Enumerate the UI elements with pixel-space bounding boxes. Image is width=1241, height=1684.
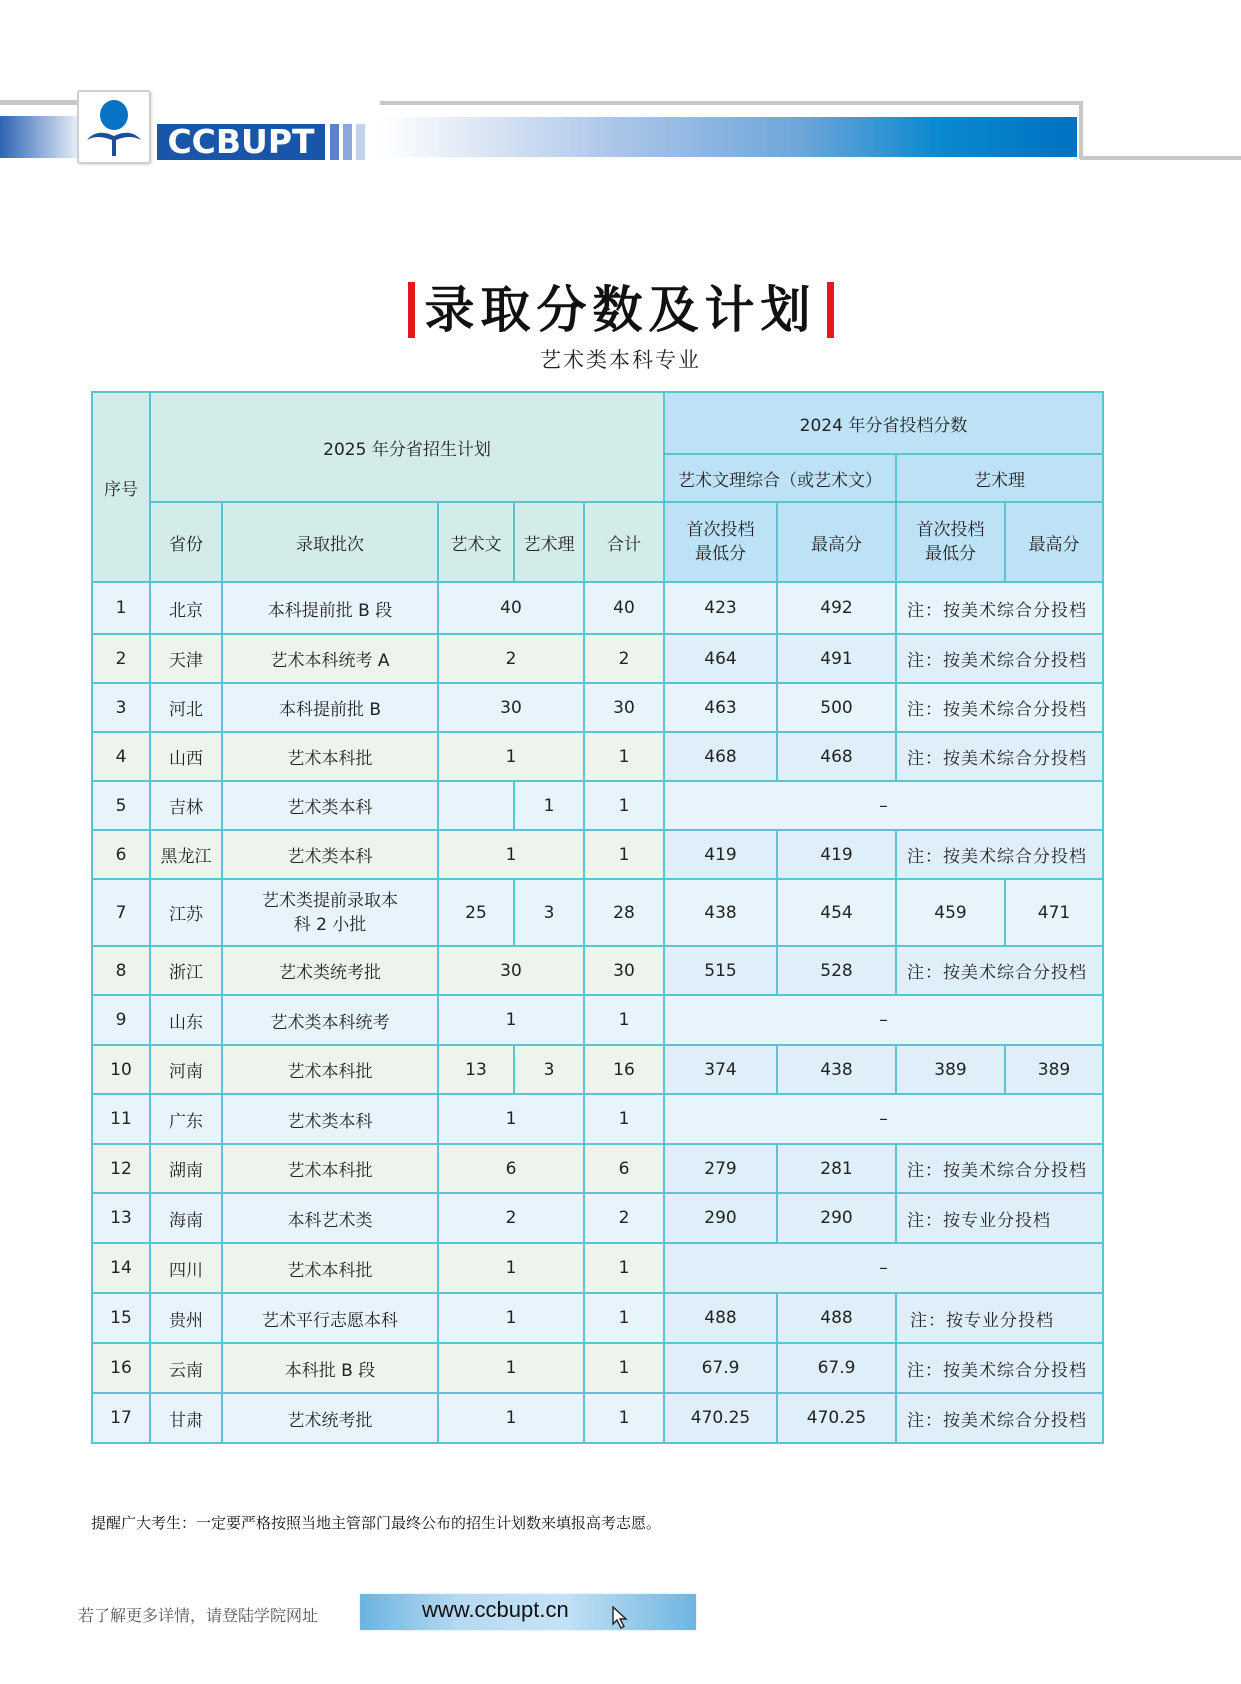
header-line-left <box>0 100 80 105</box>
table-row <box>92 634 1103 683</box>
table-row <box>92 732 1103 781</box>
cell-scores-none: – <box>664 781 1103 830</box>
cell-sci: 3 <box>514 1045 584 1094</box>
cell-province: 吉林 <box>150 781 222 830</box>
cell-province: 湖南 <box>150 1144 222 1193</box>
cell-total: 1 <box>584 1094 664 1144</box>
cell-arts-merged: 1 <box>438 830 584 879</box>
mouse-pointer-icon <box>612 1606 630 1634</box>
cell-arts-merged: 30 <box>438 683 584 732</box>
cell-max: 488 <box>777 1293 896 1343</box>
cell-min: 67.9 <box>664 1343 777 1393</box>
cell-min: 488 <box>664 1293 777 1343</box>
cell-no: 8 <box>92 946 150 995</box>
cell-min: 419 <box>664 830 777 879</box>
cell-arts-merged: 1 <box>438 1343 584 1393</box>
cell-batch: 艺术统考批 <box>222 1393 438 1443</box>
header-plan-2025: 2025 年分省招生计划 <box>150 392 664 502</box>
cell-province: 海南 <box>150 1193 222 1243</box>
admission-table <box>91 391 1104 1444</box>
cell-no: 16 <box>92 1343 150 1393</box>
cell-batch: 艺术类本科 <box>222 1094 438 1144</box>
cell-arts: 25 <box>438 879 514 946</box>
header-sci-max: 最高分 <box>1005 502 1103 582</box>
header-line-right <box>1080 156 1241 160</box>
cell-arts-merged: 6 <box>438 1144 584 1193</box>
cell-min: 468 <box>664 732 777 781</box>
cell-max: 454 <box>777 879 896 946</box>
cell-min: 374 <box>664 1045 777 1094</box>
brand-name: CCBUPT <box>157 124 325 160</box>
cell-total: 16 <box>584 1045 664 1094</box>
header-art-combined: 艺术文理综合（或艺术文） <box>664 454 896 502</box>
cell-province: 甘肃 <box>150 1393 222 1443</box>
cell-arts-merged: 2 <box>438 1193 584 1243</box>
cell-arts: 13 <box>438 1045 514 1094</box>
cell-total: 1 <box>584 1293 664 1343</box>
cell-arts-merged: 1 <box>438 995 584 1045</box>
table-row <box>92 1243 1103 1293</box>
cell-note: 注：按美术综合分投档 <box>896 1343 1103 1393</box>
cell-arts-merged: 1 <box>438 1094 584 1144</box>
header-gradient-right <box>380 117 1077 157</box>
cell-no: 7 <box>92 879 150 946</box>
cell-no: 6 <box>92 830 150 879</box>
cell-max: 492 <box>777 582 896 634</box>
cell-no: 11 <box>92 1094 150 1144</box>
header-sci-first-min: 首次投档 最低分 <box>896 502 1005 582</box>
cell-province: 河北 <box>150 683 222 732</box>
cell-no: 12 <box>92 1144 150 1193</box>
table-row <box>92 1144 1103 1193</box>
cell-scores-none: – <box>664 995 1103 1045</box>
website-link[interactable] <box>360 1594 696 1630</box>
reminder-text: 提醒广大考生：一定要严格按照当地主管部门最终公布的招生计划数来填报高考志愿。 <box>91 1514 662 1532</box>
cell-arts <box>438 781 514 830</box>
table-row <box>92 1045 1103 1094</box>
cell-arts-merged: 1 <box>438 1293 584 1343</box>
cell-max: 438 <box>777 1045 896 1094</box>
cell-batch: 艺术类本科统考 <box>222 995 438 1045</box>
table-row <box>92 781 1103 830</box>
cell-no: 15 <box>92 1293 150 1343</box>
cell-sci-min: 389 <box>896 1045 1005 1094</box>
logo <box>77 90 151 164</box>
cell-no: 10 <box>92 1045 150 1094</box>
cell-total: 30 <box>584 683 664 732</box>
header-total: 合计 <box>584 502 664 582</box>
table-row <box>92 1393 1103 1443</box>
cell-no: 14 <box>92 1243 150 1293</box>
cell-batch: 艺术类提前录取本 科 2 小批 <box>222 879 438 946</box>
table-row <box>92 1293 1103 1343</box>
cell-total: 1 <box>584 732 664 781</box>
header-scores-2024: 2024 年分省投档分数 <box>664 392 1103 454</box>
cell-no: 2 <box>92 634 150 683</box>
cell-no: 3 <box>92 683 150 732</box>
header-sci: 艺术理 <box>514 502 584 582</box>
cell-total: 1 <box>584 1243 664 1293</box>
cell-min: 470.25 <box>664 1393 777 1443</box>
cell-no: 1 <box>92 582 150 634</box>
cell-province: 广东 <box>150 1094 222 1144</box>
cell-batch: 艺术本科批 <box>222 1144 438 1193</box>
brand-bars <box>330 124 369 160</box>
cell-total: 30 <box>584 946 664 995</box>
cell-max: 67.9 <box>777 1343 896 1393</box>
cell-note: 注：按美术综合分投档 <box>896 683 1103 732</box>
header-arts: 艺术文 <box>438 502 514 582</box>
cell-province: 浙江 <box>150 946 222 995</box>
cell-province: 云南 <box>150 1343 222 1393</box>
table-row <box>92 683 1103 732</box>
table-row <box>92 1193 1103 1243</box>
cell-batch: 艺术平行志愿本科 <box>222 1293 438 1343</box>
cell-min: 290 <box>664 1193 777 1243</box>
cell-sci-min: 459 <box>896 879 1005 946</box>
cell-scores-none: – <box>664 1243 1103 1293</box>
cell-total: 40 <box>584 582 664 634</box>
cell-arts-merged: 1 <box>438 1393 584 1443</box>
cell-max: 290 <box>777 1193 896 1243</box>
table-row <box>92 582 1103 634</box>
cell-batch: 艺术类本科 <box>222 781 438 830</box>
cell-batch: 艺术类本科 <box>222 830 438 879</box>
header-art-science: 艺术理 <box>896 454 1103 502</box>
cell-max: 281 <box>777 1144 896 1193</box>
cell-note: 注：按美术综合分投档 <box>896 830 1103 879</box>
cell-max: 528 <box>777 946 896 995</box>
cell-total: 1 <box>584 1393 664 1443</box>
cell-max: 419 <box>777 830 896 879</box>
cell-max: 468 <box>777 732 896 781</box>
cell-min: 464 <box>664 634 777 683</box>
cell-arts-merged: 30 <box>438 946 584 995</box>
cell-no: 9 <box>92 995 150 1045</box>
cell-province: 四川 <box>150 1243 222 1293</box>
header-line-top <box>380 101 1083 105</box>
cell-sci-max: 471 <box>1005 879 1103 946</box>
cell-total: 6 <box>584 1144 664 1193</box>
cell-province: 贵州 <box>150 1293 222 1343</box>
cell-batch: 艺术类统考批 <box>222 946 438 995</box>
cell-min: 279 <box>664 1144 777 1193</box>
cell-no: 4 <box>92 732 150 781</box>
cell-batch: 本科艺术类 <box>222 1193 438 1243</box>
cell-arts-merged: 1 <box>438 1243 584 1293</box>
cell-min: 438 <box>664 879 777 946</box>
cell-total: 2 <box>584 1193 664 1243</box>
cell-arts-merged: 40 <box>438 582 584 634</box>
cell-no: 5 <box>92 781 150 830</box>
cell-min: 463 <box>664 683 777 732</box>
cell-total: 1 <box>584 830 664 879</box>
cell-batch: 本科批 B 段 <box>222 1343 438 1393</box>
cell-sci-max: 389 <box>1005 1045 1103 1094</box>
cell-note: 注：按专业分投档 <box>896 1193 1103 1243</box>
cell-province: 江苏 <box>150 879 222 946</box>
cell-note: 注：按美术综合分投档 <box>896 1393 1103 1443</box>
cell-note: 注：按美术综合分投档 <box>896 1144 1103 1193</box>
header-batch: 录取批次 <box>222 502 438 582</box>
cell-province: 山东 <box>150 995 222 1045</box>
cell-scores-none: – <box>664 1094 1103 1144</box>
table-row <box>92 830 1103 879</box>
cell-arts-merged: 2 <box>438 634 584 683</box>
cell-note: 注：按专业分投档 <box>896 1293 1103 1343</box>
logo-emblem-icon <box>83 96 145 158</box>
cell-max: 500 <box>777 683 896 732</box>
website-url[interactable]: www.ccbupt.cn <box>422 1597 569 1622</box>
cell-total: 28 <box>584 879 664 946</box>
table-row <box>92 1094 1103 1144</box>
cell-total: 1 <box>584 995 664 1045</box>
cell-province: 山西 <box>150 732 222 781</box>
title-wrap <box>0 282 1241 338</box>
cell-province: 北京 <box>150 582 222 634</box>
cell-province: 河南 <box>150 1045 222 1094</box>
header-line-vertical <box>1079 101 1083 159</box>
cell-note: 注：按美术综合分投档 <box>896 946 1103 995</box>
cell-batch: 艺术本科批 <box>222 1045 438 1094</box>
table-row <box>92 995 1103 1045</box>
header-first-min: 首次投档 最低分 <box>664 502 777 582</box>
cell-batch: 艺术本科批 <box>222 732 438 781</box>
cell-batch: 艺术本科统考 A <box>222 634 438 683</box>
table-row <box>92 946 1103 995</box>
cell-note: 注：按美术综合分投档 <box>896 634 1103 683</box>
table-row <box>92 1343 1103 1393</box>
header-province: 省份 <box>150 502 222 582</box>
cell-total: 2 <box>584 634 664 683</box>
page-title: 录取分数及计划 <box>408 282 834 338</box>
cell-province: 天津 <box>150 634 222 683</box>
cell-arts-merged: 1 <box>438 732 584 781</box>
cell-sci: 3 <box>514 879 584 946</box>
cell-province: 黑龙江 <box>150 830 222 879</box>
cell-max: 491 <box>777 634 896 683</box>
cell-no: 17 <box>92 1393 150 1443</box>
header-gradient-left <box>0 116 78 158</box>
cell-batch: 艺术本科批 <box>222 1243 438 1293</box>
cell-max: 470.25 <box>777 1393 896 1443</box>
header-max: 最高分 <box>777 502 896 582</box>
table-row <box>92 879 1103 946</box>
cell-min: 423 <box>664 582 777 634</box>
cell-total: 1 <box>584 1343 664 1393</box>
cell-no: 13 <box>92 1193 150 1243</box>
cell-note: 注：按美术综合分投档 <box>896 582 1103 634</box>
cell-sci: 1 <box>514 781 584 830</box>
cell-batch: 本科提前批 B <box>222 683 438 732</box>
cell-batch: 本科提前批 B 段 <box>222 582 438 634</box>
cell-note: 注：按美术综合分投档 <box>896 732 1103 781</box>
cell-min: 515 <box>664 946 777 995</box>
footer-label: 若了解更多详情，请登陆学院网址 <box>78 1606 319 1625</box>
page-subtitle: 艺术类本科专业 <box>540 348 701 372</box>
header-index: 序号 <box>92 392 150 582</box>
cell-total: 1 <box>584 781 664 830</box>
